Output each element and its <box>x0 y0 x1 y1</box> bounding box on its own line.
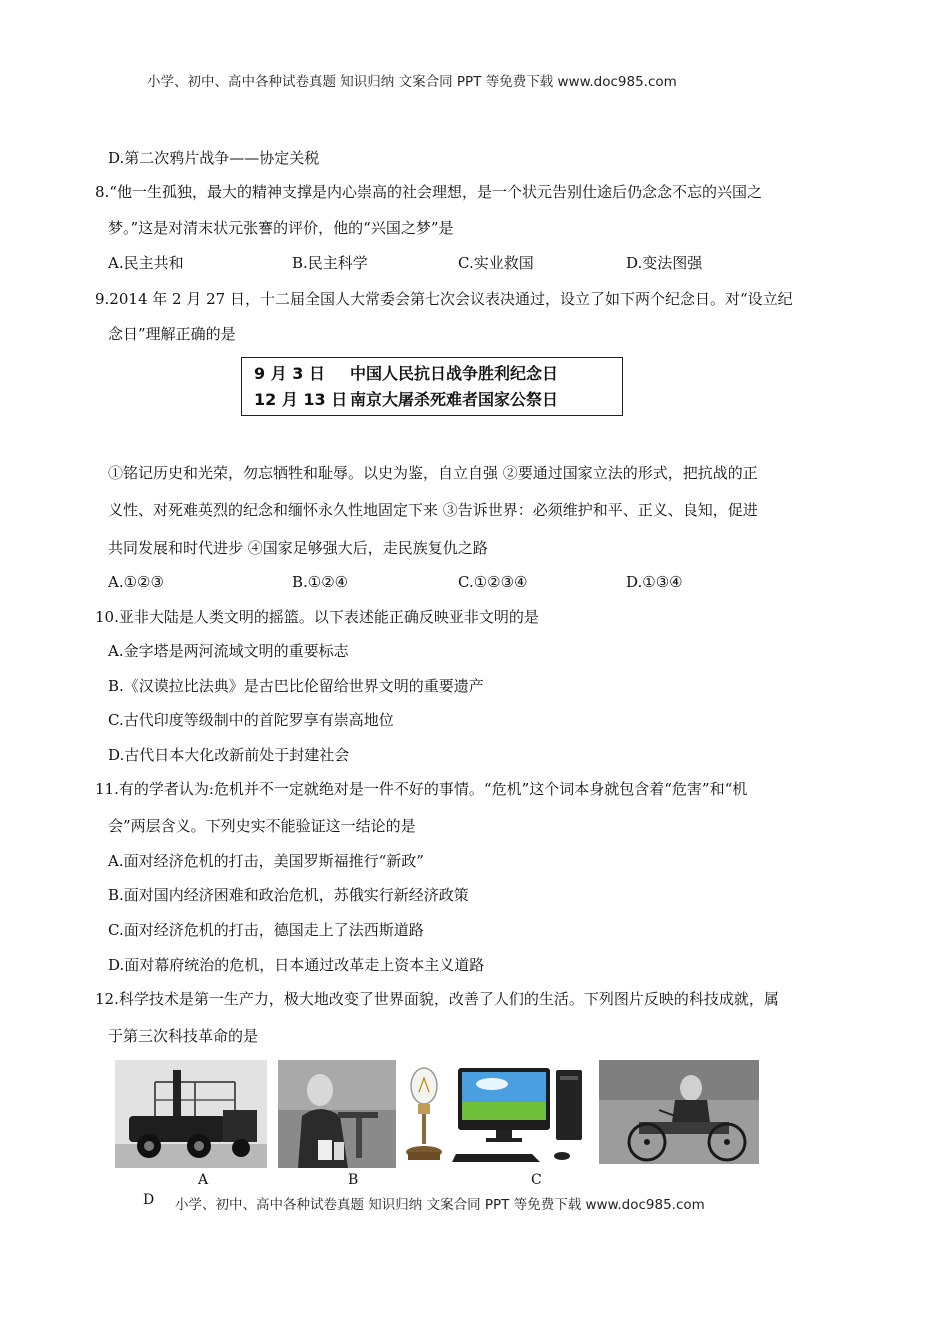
q7-option-d: D.第二次鸦片战争——协定关税 <box>108 149 320 167</box>
q9-option-c: C.①②③④ <box>458 573 528 591</box>
q10-option-c: C.古代印度等级制中的首陀罗享有崇高地位 <box>108 711 394 729</box>
q11-stem-line2: 会”两层含义。下列史实不能验证这一结论的是 <box>108 817 416 835</box>
q8-option-d: D.变法图强 <box>626 254 703 272</box>
page-header: 小学、初中、高中各种试卷真题 知识归纳 文案合同 PPT 等免费下载 www.doc985.com <box>147 74 677 90</box>
q8-option-b: B.民主科学 <box>292 254 368 272</box>
memorial-name: 中国人民抗日战争胜利纪念日 <box>350 364 559 383</box>
q12-stem-line2: 于第三次科技革命的是 <box>108 1027 259 1045</box>
q10-option-a: A.金字塔是两河流域文明的重要标志 <box>108 642 349 660</box>
q9-statements-line1: ①铭记历史和光荣，勿忘牺牲和耻辱。以史为鉴，自立自强 ②要通过国家立法的形式，把抗战的正 <box>108 464 758 482</box>
memorial-row <box>254 362 558 386</box>
q11-option-d: D.面对幕府统治的危机，日本通过改革走上资本主义道路 <box>108 956 485 974</box>
q9-option-a: A.①②③ <box>108 573 164 591</box>
memorial-date: 9 月 3 日 <box>254 364 325 383</box>
q8-option-c: C.实业救国 <box>458 254 534 272</box>
picture-caption-b: B <box>348 1172 359 1188</box>
picture-caption-d: D <box>143 1192 155 1208</box>
q8-stem-line1: 8.“他一生孤独，最大的精神支撑是内心崇高的社会理想，是一个状元告别仕途后仍念念不忘的兴国之 <box>95 183 762 201</box>
desktop-computer-image <box>452 1060 588 1164</box>
q11-stem-line1: 11.有的学者认为:危机并不一定就绝对是一件不好的事情。“危机”这个词本身就包含着“危害”和“机 <box>95 780 748 798</box>
inventor-portrait-image <box>278 1060 396 1168</box>
picture-caption-c: C <box>531 1172 542 1188</box>
q9-statements-line3: 共同发展和时代进步 ④国家足够强大后，走民族复仇之路 <box>108 539 488 557</box>
page-footer: 小学、初中、高中各种试卷真题 知识归纳 文案合同 PPT 等免费下载 www.doc985.com <box>175 1197 705 1213</box>
steam-locomotive-image <box>115 1060 267 1168</box>
q9-stem-line1: 9.2014 年 2 月 27 日，十二届全国人大常委会第七次会议表决通过，设立了如下两个纪念日。对“设立纪 <box>95 290 793 308</box>
q11-option-b: B.面对国内经济困难和政治危机，苏俄实行新经济政策 <box>108 886 469 904</box>
memorial-days-table <box>241 357 623 416</box>
q9-option-d: D.①③④ <box>626 573 683 591</box>
q8-option-a: A.民主共和 <box>108 254 184 272</box>
memorial-row <box>254 388 558 412</box>
q8-stem-line2: 梦。”这是对清末状元张謇的评价，他的“兴国之梦”是 <box>108 219 454 237</box>
q9-statements-line2: 义性、对死难英烈的纪念和缅怀永久性地固定下来 ③告诉世界：必须维护和平、正义、良知，促进 <box>108 501 758 519</box>
early-automobile-image <box>599 1060 759 1164</box>
q10-option-d: D.古代日本大化改新前处于封建社会 <box>108 746 350 764</box>
memorial-name: 南京大屠杀死难者国家公祭日 <box>350 390 559 409</box>
q10-stem: 10.亚非大陆是人类文明的摇篮。以下表述能正确反映亚非文明的是 <box>95 608 539 626</box>
q9-option-b: B.①②④ <box>292 573 349 591</box>
memorial-date: 12 月 13 日 <box>254 390 348 409</box>
q11-option-a: A.面对经济危机的打击，美国罗斯福推行“新政” <box>108 852 424 870</box>
q12-stem-line1: 12.科学技术是第一生产力，极大地改变了世界面貌，改善了人们的生活。下列图片反映的科技成就，属 <box>95 990 779 1008</box>
picture-caption-a: A <box>198 1172 209 1188</box>
q11-option-c: C.面对经济危机的打击，德国走上了法西斯道路 <box>108 921 424 939</box>
q9-stem-line2: 念日”理解正确的是 <box>108 325 236 343</box>
light-bulb-image <box>401 1062 447 1166</box>
q10-option-b: B.《汉谟拉比法典》是古巴比伦留给世界文明的重要遗产 <box>108 677 484 695</box>
